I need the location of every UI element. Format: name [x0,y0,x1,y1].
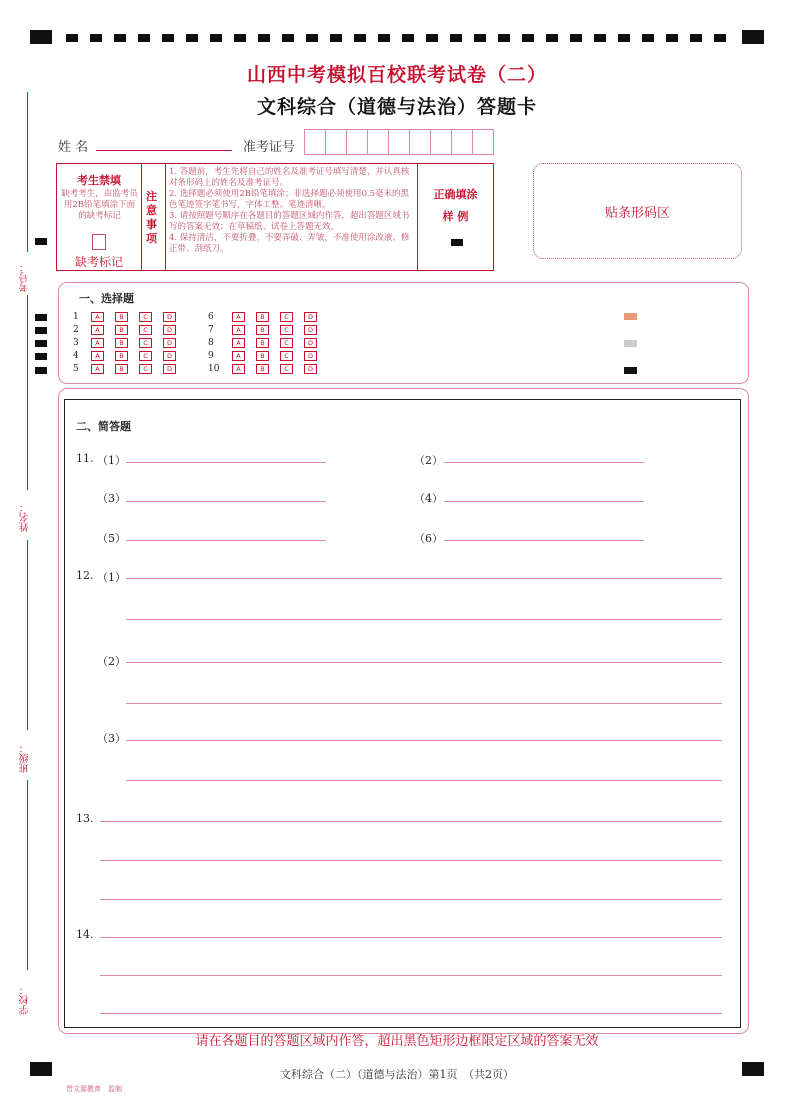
q14-answer-line[interactable] [100,975,722,976]
q11-sub6: （6） [414,532,443,545]
choice-option-b[interactable]: B [115,364,128,374]
timing-mark [35,327,47,334]
absent-mark-box[interactable] [92,234,106,250]
choice-option-d[interactable]: D [304,325,317,335]
binding-line-3 [27,540,28,730]
forbidden-text: 缺考考生，由监考员用2B铅笔填涂下面的缺考标记 [61,189,138,221]
choice-option-d[interactable]: D [163,312,176,322]
corner-mark-top-left [30,30,52,44]
choice-option-b[interactable]: B [256,364,269,374]
choice-option-a[interactable]: A [232,338,245,348]
choice-option-c[interactable]: C [280,364,293,374]
q11-sub5: （5） [97,532,126,545]
footer-warning: 请在各题目的答题区域内作答，超出黑色矩形边框限定区域的答案无效 [195,1034,599,1049]
q11-6-answer[interactable] [444,540,644,541]
choice-row [208,338,328,348]
choice-option-c[interactable]: C [280,312,293,322]
choice-option-d[interactable]: D [163,338,176,348]
q11-sub3: （3） [97,492,126,505]
short-answer-title: 二、简答题 [76,420,131,433]
choice-option-a[interactable]: A [91,325,104,335]
q13-answer-line[interactable] [100,860,722,861]
timing-mark [35,367,47,374]
q11-2-answer[interactable] [444,462,644,463]
choice-number: 1 [73,312,79,322]
choice-row [73,338,187,348]
choice-number: 8 [208,338,214,348]
footer-page: 文科综合（二）（道德与法治）第1页 （共2页） [280,1068,514,1081]
barcode-area: 贴条形码区 [533,163,742,259]
choice-row [73,351,187,361]
q11-sub4: （4） [414,492,443,505]
choice-option-a[interactable]: A [232,325,245,335]
binding-line-4 [27,780,28,970]
choice-number: 5 [73,364,79,374]
exam-title: 山西中考模拟百校联考试卷（二） [246,64,547,86]
q14-answer-line[interactable] [100,1013,722,1014]
q12-1-answer-line[interactable] [126,619,722,620]
choice-option-c[interactable]: C [280,325,293,335]
choice-number: 10 [208,364,220,374]
notes-list [169,167,414,255]
q12-sub3: （3） [97,732,126,745]
q12-2-answer-line[interactable] [126,703,722,704]
q12-sub2: （2） [97,655,126,668]
q14-answer-line[interactable] [100,937,722,938]
timing-mark [35,353,47,360]
timing-mark [35,340,47,347]
q11-sub1: （1） [97,454,126,467]
choice-row [73,364,187,374]
note-3: 3. 请按照题号顺序在各题目的答题区域内作答，超出答题区域书写的答案无效；在草稿纸、试卷上答题无效。 [169,211,410,232]
choice-option-a[interactable]: A [232,351,245,361]
timing-mark [35,314,47,321]
side-label-exam-id: 考号： [20,262,31,292]
choice-number: 3 [73,338,79,348]
choice-row [208,312,328,322]
choice-option-a[interactable]: A [91,312,104,322]
choice-option-a[interactable]: A [232,364,245,374]
sample-orange-mark [624,313,637,320]
exam-id-label: 准考证号 [243,140,296,155]
footer-publisher: 晋文源教育 监制 [66,1085,122,1093]
choice-option-c[interactable]: C [139,364,152,374]
q12-number: 12. [76,569,94,582]
q11-5-answer[interactable] [126,540,326,541]
choice-option-a[interactable]: A [91,338,104,348]
note-4: 4. 保持清洁，不要折叠，不要弄破、弄皱，不准使用涂改液、修正带、刮纸刀。 [169,233,410,254]
q12-2-answer-line[interactable] [126,662,722,663]
answer-sheet-title: 文科综合（道德与法治）答题卡 [256,96,537,118]
q14-number: 14. [76,928,94,941]
choice-row [208,364,328,374]
q12-3-answer-line[interactable] [126,780,722,781]
choice-option-b[interactable]: B [256,338,269,348]
q11-sub2: （2） [414,454,443,467]
timing-marks-top [66,34,728,42]
choice-option-d[interactable]: D [163,325,176,335]
choice-option-c[interactable]: C [139,351,152,361]
choice-title: 一、选择题 [79,292,134,305]
choice-option-d[interactable]: D [163,364,176,374]
choice-option-d[interactable]: D [304,338,317,348]
choice-option-c[interactable]: C [139,325,152,335]
absent-label: 缺考标记 [74,255,123,269]
choice-option-c[interactable]: C [139,338,152,348]
choice-number: 9 [208,351,214,361]
choice-option-b[interactable]: B [256,351,269,361]
choice-row [73,325,187,335]
short-answer-frame [64,399,741,1028]
choice-option-b[interactable]: B [256,312,269,322]
choice-option-b[interactable]: B [115,312,128,322]
choice-option-b[interactable]: B [256,325,269,335]
choice-number: 2 [73,325,79,335]
timing-mark [35,238,47,245]
q11-4-answer[interactable] [444,501,644,502]
side-label-name: 姓名： [20,502,31,532]
choice-option-b[interactable]: B [115,351,128,361]
exam-id-boxes[interactable] [304,129,494,155]
choice-option-c[interactable]: C [280,338,293,348]
binding-line-1 [27,92,28,252]
q11-number: 11. [76,452,94,465]
choice-number: 7 [208,325,214,335]
choice-option-c[interactable]: C [139,312,152,322]
sample-filled-mark [451,239,463,246]
sample-black-mark [624,367,637,374]
side-label-class: 班级： [20,743,31,773]
side-label-school: 学校： [20,985,31,1015]
corner-mark-top-right [742,30,764,44]
choice-option-d[interactable]: D [163,351,176,361]
choice-option-a[interactable]: A [91,351,104,361]
choice-option-b[interactable]: B [115,338,128,348]
binding-line-2 [27,295,28,490]
q11-1-answer[interactable] [126,462,326,463]
choice-row [208,325,328,335]
notes-title: 注意事项 [146,190,157,245]
choice-row [208,351,328,361]
choice-option-d[interactable]: D [304,351,317,361]
choice-number: 6 [208,312,214,322]
note-2: 2. 选择题必须使用2B铅笔填涂；非选择题必须使用0.5毫米的黑色笔迹签字笔书写，字体工整、笔迹清晰。 [169,189,409,210]
sample-sub: 样 例 [442,210,469,223]
choice-option-a[interactable]: A [91,364,104,374]
q11-3-answer[interactable] [126,501,326,502]
choice-row [73,312,187,322]
choice-option-d[interactable]: D [304,364,317,374]
choice-number: 4 [73,351,79,361]
notice-box [56,163,494,271]
q13-answer-line[interactable] [100,821,722,822]
choice-option-d[interactable]: D [304,312,317,322]
choice-option-a[interactable]: A [232,312,245,322]
sample-title: 正确填涂 [433,188,478,201]
name-field[interactable] [96,150,232,151]
q12-3-answer-line[interactable] [126,740,722,741]
sample-gray-mark [624,340,637,347]
q12-1-answer-line[interactable] [126,578,722,579]
note-1: 1. 答题前，考生先将自己的姓名及准考证号填写清楚，并认真核对条形码上的姓名及准考证号。 [169,167,410,188]
name-label: 姓 名 [58,140,89,155]
q12-sub1: （1） [97,571,126,584]
q13-answer-line[interactable] [100,899,722,900]
choice-option-c[interactable]: C [280,351,293,361]
forbidden-title: 考生禁填 [77,174,121,187]
q13-number: 13. [76,812,94,825]
choice-option-b[interactable]: B [115,325,128,335]
